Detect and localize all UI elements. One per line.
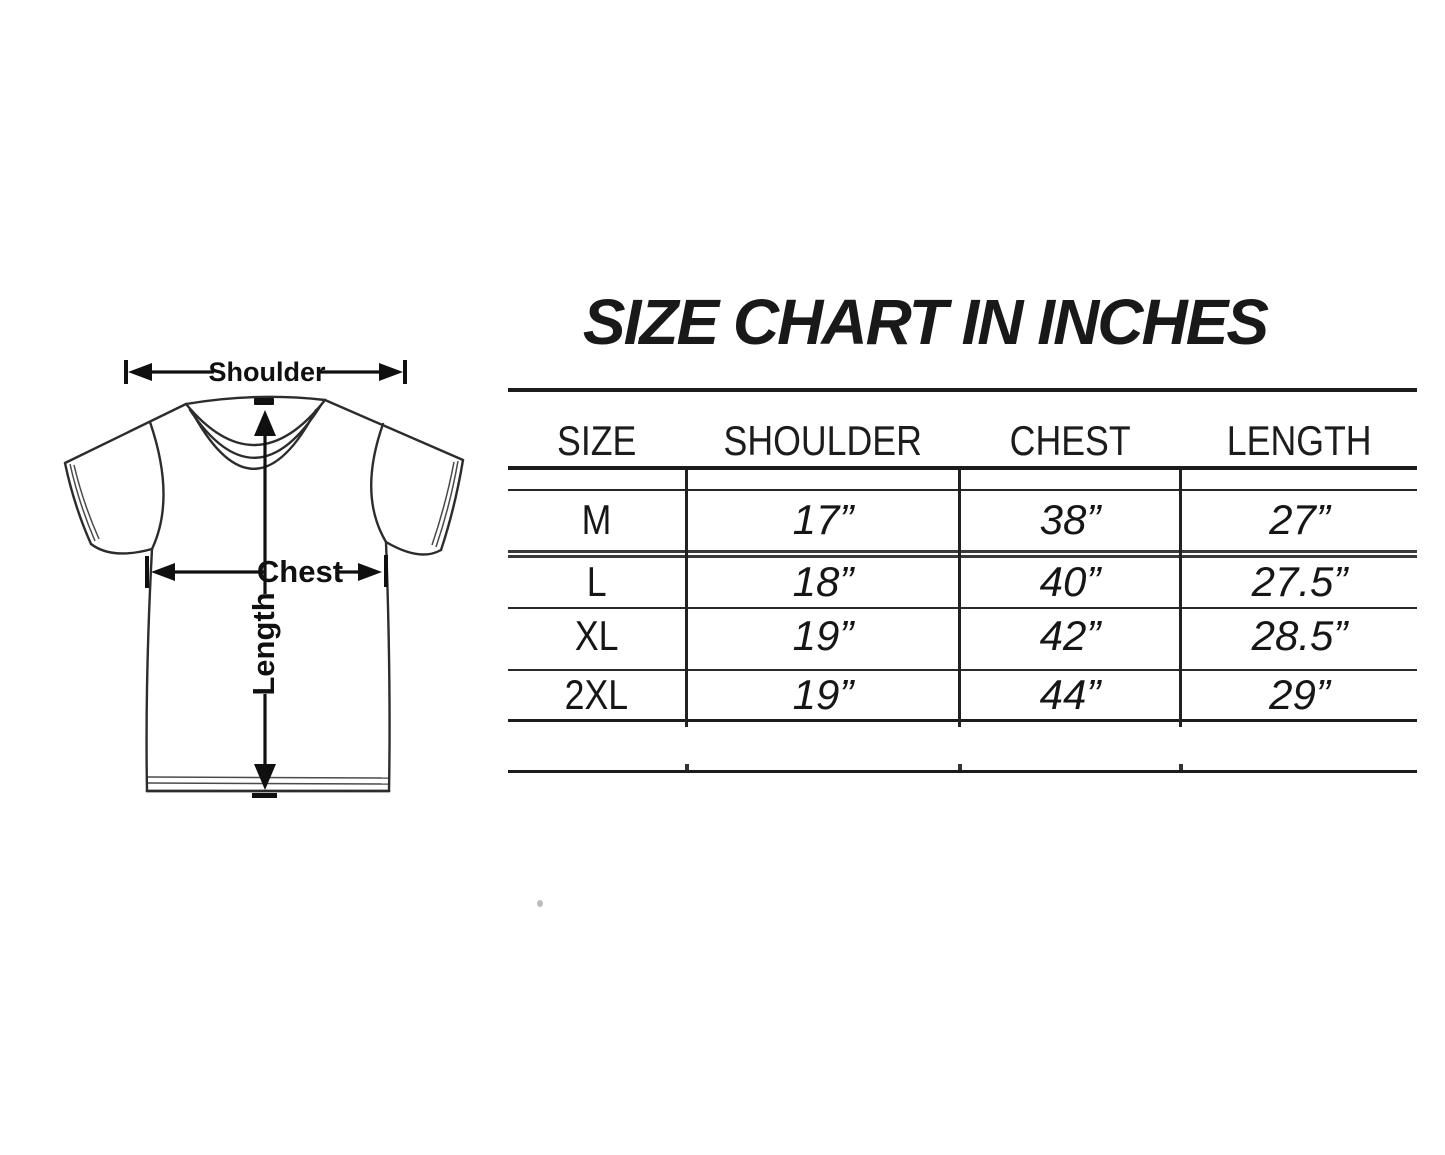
row-l-length-cell bbox=[1182, 557, 1417, 607]
header-cell-chest bbox=[961, 413, 1179, 469]
length-label: Length bbox=[246, 592, 281, 696]
tshirt-measurement-diagram bbox=[0, 0, 500, 850]
length-value: 29” bbox=[1269, 670, 1330, 718]
row-l-shoulder-cell bbox=[688, 557, 958, 607]
row-xl-size-cell bbox=[508, 608, 685, 663]
header-size-label: SIZE bbox=[556, 417, 637, 464]
cuff-left-stitch-2 bbox=[74, 465, 99, 539]
collar-back-curve bbox=[186, 400, 325, 445]
row-l-size-cell bbox=[508, 557, 685, 607]
scan-speck bbox=[537, 900, 543, 907]
sleeve-left-bottom-edge bbox=[91, 544, 152, 553]
table-line-row4 bbox=[508, 719, 1417, 722]
chest-value: 42” bbox=[1039, 611, 1101, 659]
hem-stitch-2 bbox=[148, 783, 388, 784]
armhole-left bbox=[150, 422, 164, 549]
chest-label: Chest bbox=[256, 554, 344, 589]
header-cell-shoulder bbox=[688, 413, 958, 469]
shoulder-arrowhead-left-icon bbox=[128, 363, 152, 381]
row-xl-length-cell bbox=[1182, 608, 1417, 663]
table-line-top bbox=[508, 388, 1417, 392]
bottom-line-tick-2 bbox=[958, 764, 962, 770]
length-value: 28.5” bbox=[1251, 611, 1348, 659]
row-xl-chest-cell bbox=[961, 608, 1179, 663]
shoulder-value: 19” bbox=[792, 611, 854, 659]
shoulder-value: 18” bbox=[792, 558, 854, 605]
size-value: 2XL bbox=[564, 670, 629, 718]
shoulder-seam-right bbox=[325, 400, 463, 460]
row-2xl-size-cell bbox=[508, 670, 685, 719]
row-2xl-length-cell bbox=[1182, 670, 1417, 719]
header-shoulder-label: SHOULDER bbox=[723, 417, 923, 464]
cuff-left-stitch-1 bbox=[70, 464, 95, 541]
length-arrowhead-up-icon bbox=[254, 410, 276, 436]
chest-value: 40” bbox=[1039, 558, 1101, 605]
hem-bottom-tick bbox=[252, 793, 277, 798]
size-value: XL bbox=[574, 611, 619, 659]
row-xl-shoulder-cell bbox=[688, 608, 958, 663]
row-l-chest-cell bbox=[961, 557, 1179, 607]
collar-band-outer bbox=[190, 405, 321, 458]
shoulder-value: 17” bbox=[792, 496, 854, 543]
table-line-bottom bbox=[508, 770, 1417, 773]
shoulder-seam-left bbox=[65, 404, 186, 463]
row-2xl-shoulder-cell bbox=[688, 670, 958, 719]
bottom-line-tick-1 bbox=[685, 764, 689, 770]
row-m-size-cell bbox=[508, 491, 685, 549]
chest-value: 38” bbox=[1039, 496, 1101, 543]
length-value: 27.5” bbox=[1251, 558, 1348, 605]
length-value: 27” bbox=[1269, 496, 1330, 543]
shoulder-value: 19” bbox=[792, 670, 854, 718]
row-2xl-chest-cell bbox=[961, 670, 1179, 719]
header-length-label: LENGTH bbox=[1227, 417, 1372, 464]
header-cell-length bbox=[1182, 413, 1417, 469]
chest-arrowhead-right-icon bbox=[358, 563, 382, 581]
bottom-line-tick-3 bbox=[1179, 764, 1183, 770]
row-m-chest-cell bbox=[961, 491, 1179, 549]
page-title: SIZE CHART IN INCHES bbox=[582, 286, 1268, 358]
chest-value: 44” bbox=[1039, 670, 1101, 718]
table-double-line-a bbox=[508, 550, 1417, 553]
row-m-length-cell bbox=[1182, 491, 1417, 549]
size-value: M bbox=[581, 496, 612, 543]
armhole-right bbox=[371, 424, 386, 542]
header-chest-label: CHEST bbox=[1009, 417, 1131, 464]
cuff-right-stitch-2 bbox=[432, 462, 454, 545]
sleeve-left-cuff-edge bbox=[65, 463, 91, 544]
chest-arrowhead-left-icon bbox=[151, 563, 175, 581]
row-m-shoulder-cell bbox=[688, 491, 958, 549]
header-cell-size bbox=[508, 413, 685, 469]
shoulder-label: Shoulder bbox=[208, 357, 326, 387]
size-value: L bbox=[586, 558, 607, 605]
collar-top-tick bbox=[254, 398, 274, 405]
